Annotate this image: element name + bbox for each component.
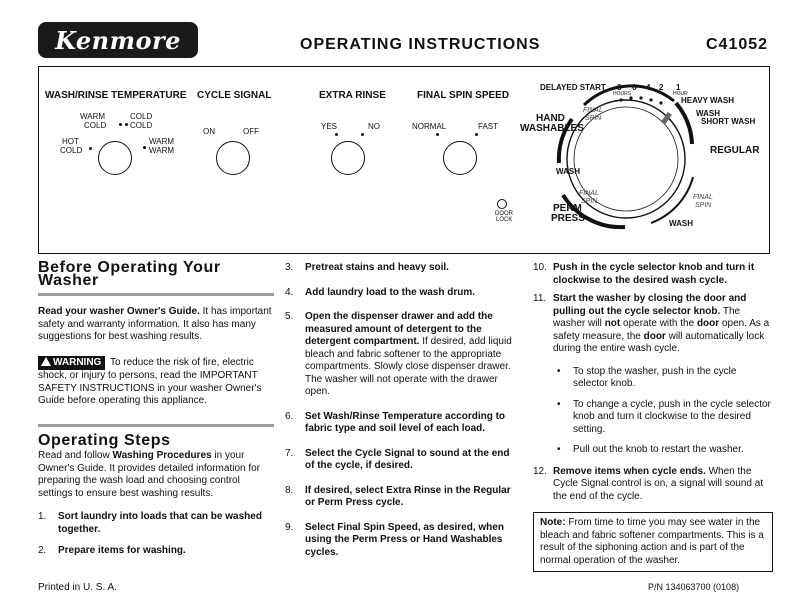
temp-cold-label: COLD bbox=[84, 121, 107, 130]
step-text: When the Cycle Signal control is on, a signal will sound at the end of the cycle. bbox=[553, 465, 764, 502]
signal-heading: CYCLE SIGNAL bbox=[197, 90, 272, 101]
final-spin-label: SPIN bbox=[695, 202, 712, 209]
page-title: OPERATING INSTRUCTIONS bbox=[300, 36, 541, 53]
rinse-heading: EXTRA RINSE bbox=[319, 90, 386, 101]
owners-guide-paragraph bbox=[38, 306, 274, 344]
step-number: 7. bbox=[285, 447, 294, 459]
kenmore-logo bbox=[38, 22, 198, 58]
part-number: P/N 134063700 (0108) bbox=[648, 582, 740, 592]
temp-warm-label-2: WARM bbox=[149, 137, 175, 146]
door-label: DOOR bbox=[495, 211, 513, 217]
perm-label: PERM bbox=[553, 203, 582, 214]
step-number: 9. bbox=[285, 521, 294, 533]
printed-in-label: Printed in U. S. A. bbox=[38, 582, 117, 593]
step-number: 6. bbox=[285, 410, 294, 422]
delay-6-label: 6 bbox=[632, 83, 637, 92]
temp-cold-label-2: COLD bbox=[130, 112, 153, 121]
step-text: operate with the bbox=[620, 318, 697, 329]
step-number: 11. bbox=[533, 293, 547, 304]
delay-dot bbox=[649, 98, 652, 101]
press-label: PRESS bbox=[551, 213, 585, 224]
signal-off-label: OFF bbox=[243, 127, 259, 136]
wash-label: WASH bbox=[696, 109, 720, 118]
warning-paragraph bbox=[38, 356, 274, 408]
title-divider bbox=[38, 293, 274, 296]
bullet-change bbox=[553, 399, 773, 437]
step-number: 5. bbox=[285, 311, 294, 322]
step-2 bbox=[38, 545, 274, 558]
step-12 bbox=[533, 466, 773, 504]
cycle-selector-dial bbox=[39, 67, 771, 255]
step-text: The washer will bbox=[553, 305, 741, 329]
step-text: Set Wash/Rinse Temperature according to fabric type and soil level of each load. bbox=[305, 410, 506, 434]
hour-label: HOUR bbox=[673, 91, 688, 97]
hand-wash-label: WASH bbox=[556, 167, 580, 176]
steps-intro bbox=[38, 450, 274, 500]
delay-8-label: 8 bbox=[617, 83, 622, 92]
steps-intro-c: in your Owner's Guide. It provides detailed information for preparing the wash load and choosing control settings to ensure best washing results. bbox=[38, 450, 261, 499]
model-number: C41052 bbox=[706, 36, 769, 53]
bullet-restart bbox=[553, 444, 773, 457]
note-label: Note: bbox=[540, 517, 566, 528]
warning-triangle-icon bbox=[41, 357, 51, 366]
delay-dot bbox=[659, 101, 662, 104]
step-number: 3. bbox=[285, 262, 294, 273]
spin-heading: FINAL SPIN SPEED bbox=[417, 90, 510, 101]
step-text: Push in the cycle selector knob and turn it clockwise to the desired wash cycle. bbox=[553, 262, 755, 286]
step-text: Sort laundry into loads that can be washed together. bbox=[58, 511, 262, 535]
column-2 bbox=[285, 262, 517, 568]
step-text-bold: Open the dispenser drawer and add the measured amount of detergent to the detergent compartment. bbox=[305, 311, 493, 347]
delayed-start-label: DELAYED START bbox=[540, 83, 606, 92]
note-text: From time to time you may see water in the bleach and fabric softener compartments. This is a result of the siphoning action and is part of the normal operation of the washer. bbox=[540, 517, 764, 566]
step-number: 10. bbox=[533, 262, 547, 273]
delay-1-label: 1 bbox=[676, 83, 681, 92]
control-panel-diagram bbox=[38, 66, 770, 254]
step-text-door: door bbox=[696, 318, 720, 329]
temp-warm-label: WARM bbox=[80, 112, 106, 121]
step-3 bbox=[285, 262, 517, 275]
steps-list-3 bbox=[533, 262, 773, 503]
spin-normal-label: NORMAL bbox=[412, 122, 447, 131]
step-1 bbox=[38, 511, 274, 536]
step-text-door: door bbox=[643, 330, 666, 342]
step-number: 12. bbox=[533, 465, 547, 477]
step-text: Pretreat stains and heavy soil. bbox=[305, 262, 449, 273]
hours-label: HOURS bbox=[613, 91, 632, 97]
step-number: 4. bbox=[285, 286, 294, 298]
step-number: 1. bbox=[38, 511, 47, 522]
washables-label: WASHABLES bbox=[520, 123, 584, 134]
temp-cold-label-4: COLD bbox=[60, 146, 83, 155]
final-spin-label: SPIN bbox=[585, 115, 602, 122]
section-divider bbox=[38, 424, 274, 427]
rinse-yes-label: YES bbox=[321, 122, 338, 131]
final-spin-label: SPIN bbox=[581, 198, 598, 205]
perm-wash-label: WASH bbox=[669, 219, 693, 228]
operating-steps-title: Operating Steps bbox=[38, 431, 171, 449]
final-spin-label: FINAL bbox=[693, 194, 713, 201]
spin-fast-label: FAST bbox=[478, 122, 499, 131]
bullet-dot: • bbox=[557, 398, 561, 410]
step-text-bold: Remove items when cycle ends. bbox=[553, 465, 706, 477]
bullet-dot: • bbox=[557, 365, 561, 377]
step-text: Select the Cycle Signal to sound at the end of the cycle, if desired. bbox=[305, 447, 510, 471]
read-guide-text: It has important safety and warranty information. It also has many suggestions for best washing results. bbox=[38, 306, 272, 342]
step-11 bbox=[533, 293, 773, 457]
bullet-dot: • bbox=[557, 444, 561, 455]
hand-label: HAND bbox=[536, 113, 565, 124]
final-spin-label: FINAL bbox=[579, 190, 599, 197]
temp-cold-label-3: COLD bbox=[130, 121, 153, 130]
temp-hot-label: HOT bbox=[62, 137, 79, 146]
bullet-text: To stop the washer, push in the cycle selector knob. bbox=[573, 365, 737, 389]
warning-label: WARNING bbox=[53, 356, 102, 368]
regular-label: REGULAR bbox=[710, 145, 760, 156]
logo-text: Kenmore bbox=[55, 25, 181, 55]
temp-warm-label-3: WARM bbox=[149, 146, 175, 155]
step-text: open. As a safety measure, the bbox=[553, 318, 770, 342]
step-6 bbox=[285, 411, 517, 436]
delay-2-label: 2 bbox=[659, 83, 664, 92]
steps-intro-b: Washing Procedures bbox=[112, 450, 212, 461]
step-5 bbox=[285, 311, 517, 399]
step-9 bbox=[285, 522, 517, 560]
step-text-not: not bbox=[604, 318, 621, 329]
steps-intro-a: Read and follow bbox=[38, 450, 113, 461]
step-10 bbox=[533, 262, 773, 287]
column-1 bbox=[38, 259, 274, 567]
step-text: If desired, select Extra Rinse in the Regular or Perm Press cycle. bbox=[305, 484, 511, 508]
step-text-bold: Start the washer by closing the door and pulling out the cycle selector knob. bbox=[553, 293, 747, 317]
step-number: 8. bbox=[285, 484, 294, 496]
step-4 bbox=[285, 287, 517, 300]
column-3 bbox=[533, 262, 773, 572]
note-box bbox=[533, 512, 773, 572]
signal-on-label: ON bbox=[203, 127, 215, 136]
rinse-no-label: NO bbox=[368, 122, 380, 131]
warning-text: To reduce the risk of fire, electric shock, or injury to persons, read the IMPORTANT SAFETY INSTRUCTIONS in your washer Owner's Guide before operating this appliance. bbox=[38, 356, 262, 406]
delay-dot bbox=[619, 98, 622, 101]
bullet-text: To change a cycle, push in the cycle selector knob and turn it clockwise to the desired setting. bbox=[573, 398, 771, 435]
temp-heading: WASH/RINSE TEMPERATURE bbox=[45, 90, 187, 101]
steps-list-2 bbox=[285, 262, 517, 559]
bullet-stop bbox=[553, 366, 773, 391]
final-spin-label: FINAL bbox=[583, 107, 603, 114]
delay-4-label: 4 bbox=[646, 83, 651, 92]
step-text: will automatically lock during the entire wash cycle. bbox=[553, 330, 765, 354]
lock-label: LOCK bbox=[496, 217, 513, 223]
step-text: Select Final Spin Speed, as desired, when using the Perm Press or Hand Washables cycles. bbox=[305, 521, 504, 558]
before-operating-title: Before Operating Your Washer bbox=[38, 259, 221, 289]
short-wash-label: SHORT WASH bbox=[701, 117, 756, 126]
step-text: Prepare items for washing. bbox=[58, 545, 186, 556]
step-8 bbox=[285, 485, 517, 510]
delay-dot bbox=[639, 96, 642, 99]
step-text: Add laundry load to the wash drum. bbox=[305, 286, 476, 298]
step-text: If desired, add liquid bleach and fabric softener to the appropriate compartments. Slowly close dispenser drawer. The washer will not operate with the drawer open. bbox=[305, 336, 512, 397]
warning-badge bbox=[38, 356, 105, 371]
heavy-wash-label: HEAVY WASH bbox=[681, 96, 735, 105]
step-7 bbox=[285, 448, 517, 473]
stop-change-list bbox=[553, 366, 773, 457]
read-guide-bold: Read your washer Owner's Guide. bbox=[38, 306, 200, 317]
bullet-text: Pull out the knob to restart the washer. bbox=[573, 444, 744, 455]
steps-list bbox=[38, 511, 274, 558]
step-number: 2. bbox=[38, 545, 47, 556]
